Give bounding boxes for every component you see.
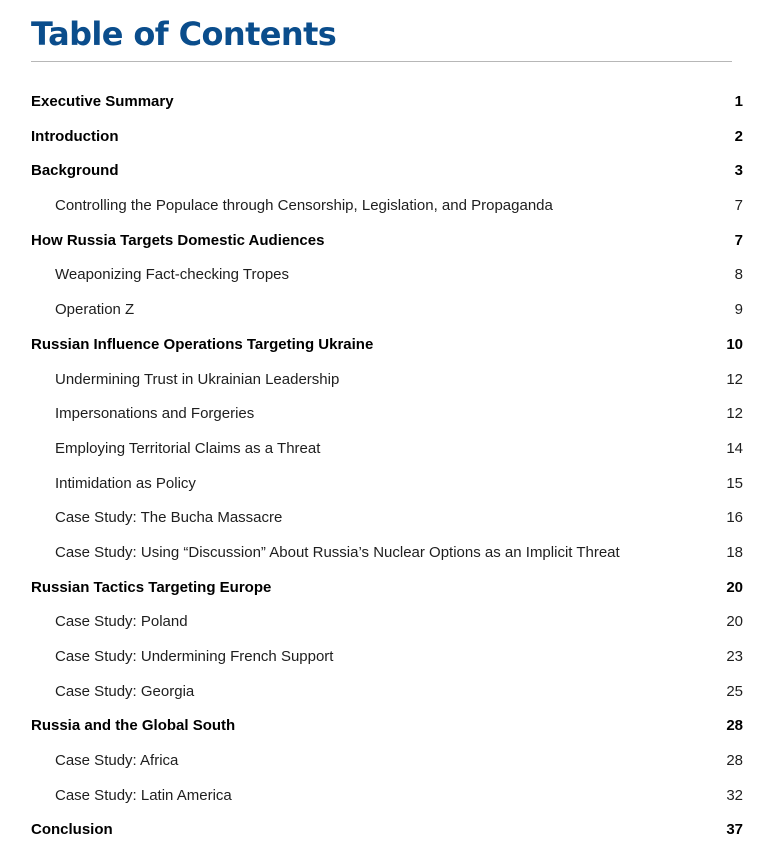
- toc-subentry-page-number: 32: [726, 786, 743, 804]
- toc-subentry[interactable]: [0, 500, 767, 535]
- toc-entry-page-number: 37: [726, 821, 743, 839]
- toc-subentry-label: Impersonations and Forgeries: [55, 405, 255, 423]
- toc-subentry[interactable]: [0, 535, 767, 570]
- toc-entry-page-number: 1: [734, 93, 743, 110]
- toc-entry[interactable]: [0, 119, 767, 154]
- toc-subentry[interactable]: [0, 362, 767, 397]
- toc-entry-page-number: 3: [734, 162, 743, 180]
- toc-subentry-label: Case Study: Using “Discussion” About Russia’s Nuclear Options as an Implicit Threat: [55, 543, 620, 561]
- toc-subentry[interactable]: [0, 466, 767, 501]
- toc-entry-label: Russian Influence Operations Targeting Ukraine: [31, 335, 374, 353]
- toc-entry-label: Background: [31, 162, 119, 180]
- toc-entry[interactable]: [0, 708, 767, 743]
- toc-subentry-label: Intimidation as Policy: [55, 474, 196, 492]
- toc-entry-label: Executive Summary: [31, 93, 174, 110]
- toc-subentry[interactable]: [0, 639, 767, 674]
- toc-subentry-label: Employing Territorial Claims as a Threat: [55, 439, 321, 457]
- toc-subentry-page-number: 15: [726, 474, 743, 492]
- toc-subentry-page-number: 7: [734, 197, 743, 215]
- toc-entry-label: Conclusion: [31, 821, 113, 839]
- toc-subentry-page-number: 12: [726, 405, 743, 423]
- toc-subentry-page-number: 23: [726, 648, 743, 665]
- toc-entry-label: Introduction: [31, 127, 119, 145]
- page-title: Table of Contents: [31, 15, 337, 53]
- toc-subentry-label: Case Study: Latin America: [55, 786, 232, 804]
- toc-subentry-label: Case Study: Poland: [55, 613, 188, 631]
- toc-entry[interactable]: [0, 223, 767, 258]
- toc-entry-page-number: 28: [726, 717, 743, 735]
- title-divider: [31, 61, 732, 62]
- toc-subentry-page-number: 18: [726, 543, 743, 561]
- toc-subentry-page-number: 20: [726, 613, 743, 631]
- toc-subentry-page-number: 9: [734, 301, 743, 319]
- toc-subentry[interactable]: [0, 188, 767, 223]
- toc-subentry-label: Controlling the Populace through Censorship, Legislation, and Propaganda: [55, 197, 553, 215]
- toc-subentry[interactable]: [0, 743, 767, 778]
- toc-subentry-label: Case Study: Georgia: [55, 682, 195, 700]
- toc-subentry[interactable]: [0, 257, 767, 292]
- toc-entry[interactable]: [0, 570, 767, 605]
- toc-entry[interactable]: [0, 327, 767, 362]
- toc-subentry-page-number: 28: [726, 752, 743, 770]
- toc-entry[interactable]: [0, 84, 767, 119]
- toc-subentry-label: Undermining Trust in Ukrainian Leadership: [55, 370, 340, 388]
- toc-entry-page-number: 2: [734, 127, 743, 145]
- toc-entry[interactable]: [0, 812, 767, 847]
- toc-list: [0, 84, 767, 847]
- toc-entry-label: How Russia Targets Domestic Audiences: [31, 231, 325, 249]
- toc-subentry[interactable]: [0, 396, 767, 431]
- toc-subentry-label: Operation Z: [55, 301, 135, 319]
- toc-subentry-page-number: 12: [726, 370, 743, 388]
- toc-subentry-page-number: 25: [726, 682, 743, 700]
- toc-subentry-label: Case Study: The Bucha Massacre: [55, 509, 283, 527]
- toc-subentry-page-number: 16: [726, 509, 743, 527]
- toc-entry-page-number: 20: [726, 578, 743, 596]
- toc-subentry-page-number: 14: [726, 439, 743, 457]
- toc-entry-page-number: 10: [726, 335, 743, 353]
- toc-subentry[interactable]: [0, 292, 767, 327]
- toc-subentry-label: Case Study: Undermining French Support: [55, 648, 334, 665]
- toc-subentry[interactable]: [0, 431, 767, 466]
- toc-entry-label: Russian Tactics Targeting Europe: [31, 578, 272, 596]
- toc-subentry[interactable]: [0, 778, 767, 813]
- toc-entry-page-number: 7: [734, 231, 743, 249]
- toc-subentry[interactable]: [0, 674, 767, 709]
- toc-subentry[interactable]: [0, 604, 767, 639]
- toc-subentry-label: Weaponizing Fact-checking Tropes: [55, 266, 290, 284]
- toc-entry-label: Russia and the Global South: [31, 717, 236, 735]
- toc-subentry-page-number: 8: [734, 266, 743, 284]
- toc-subentry-label: Case Study: Africa: [55, 752, 179, 770]
- toc-entry[interactable]: [0, 153, 767, 188]
